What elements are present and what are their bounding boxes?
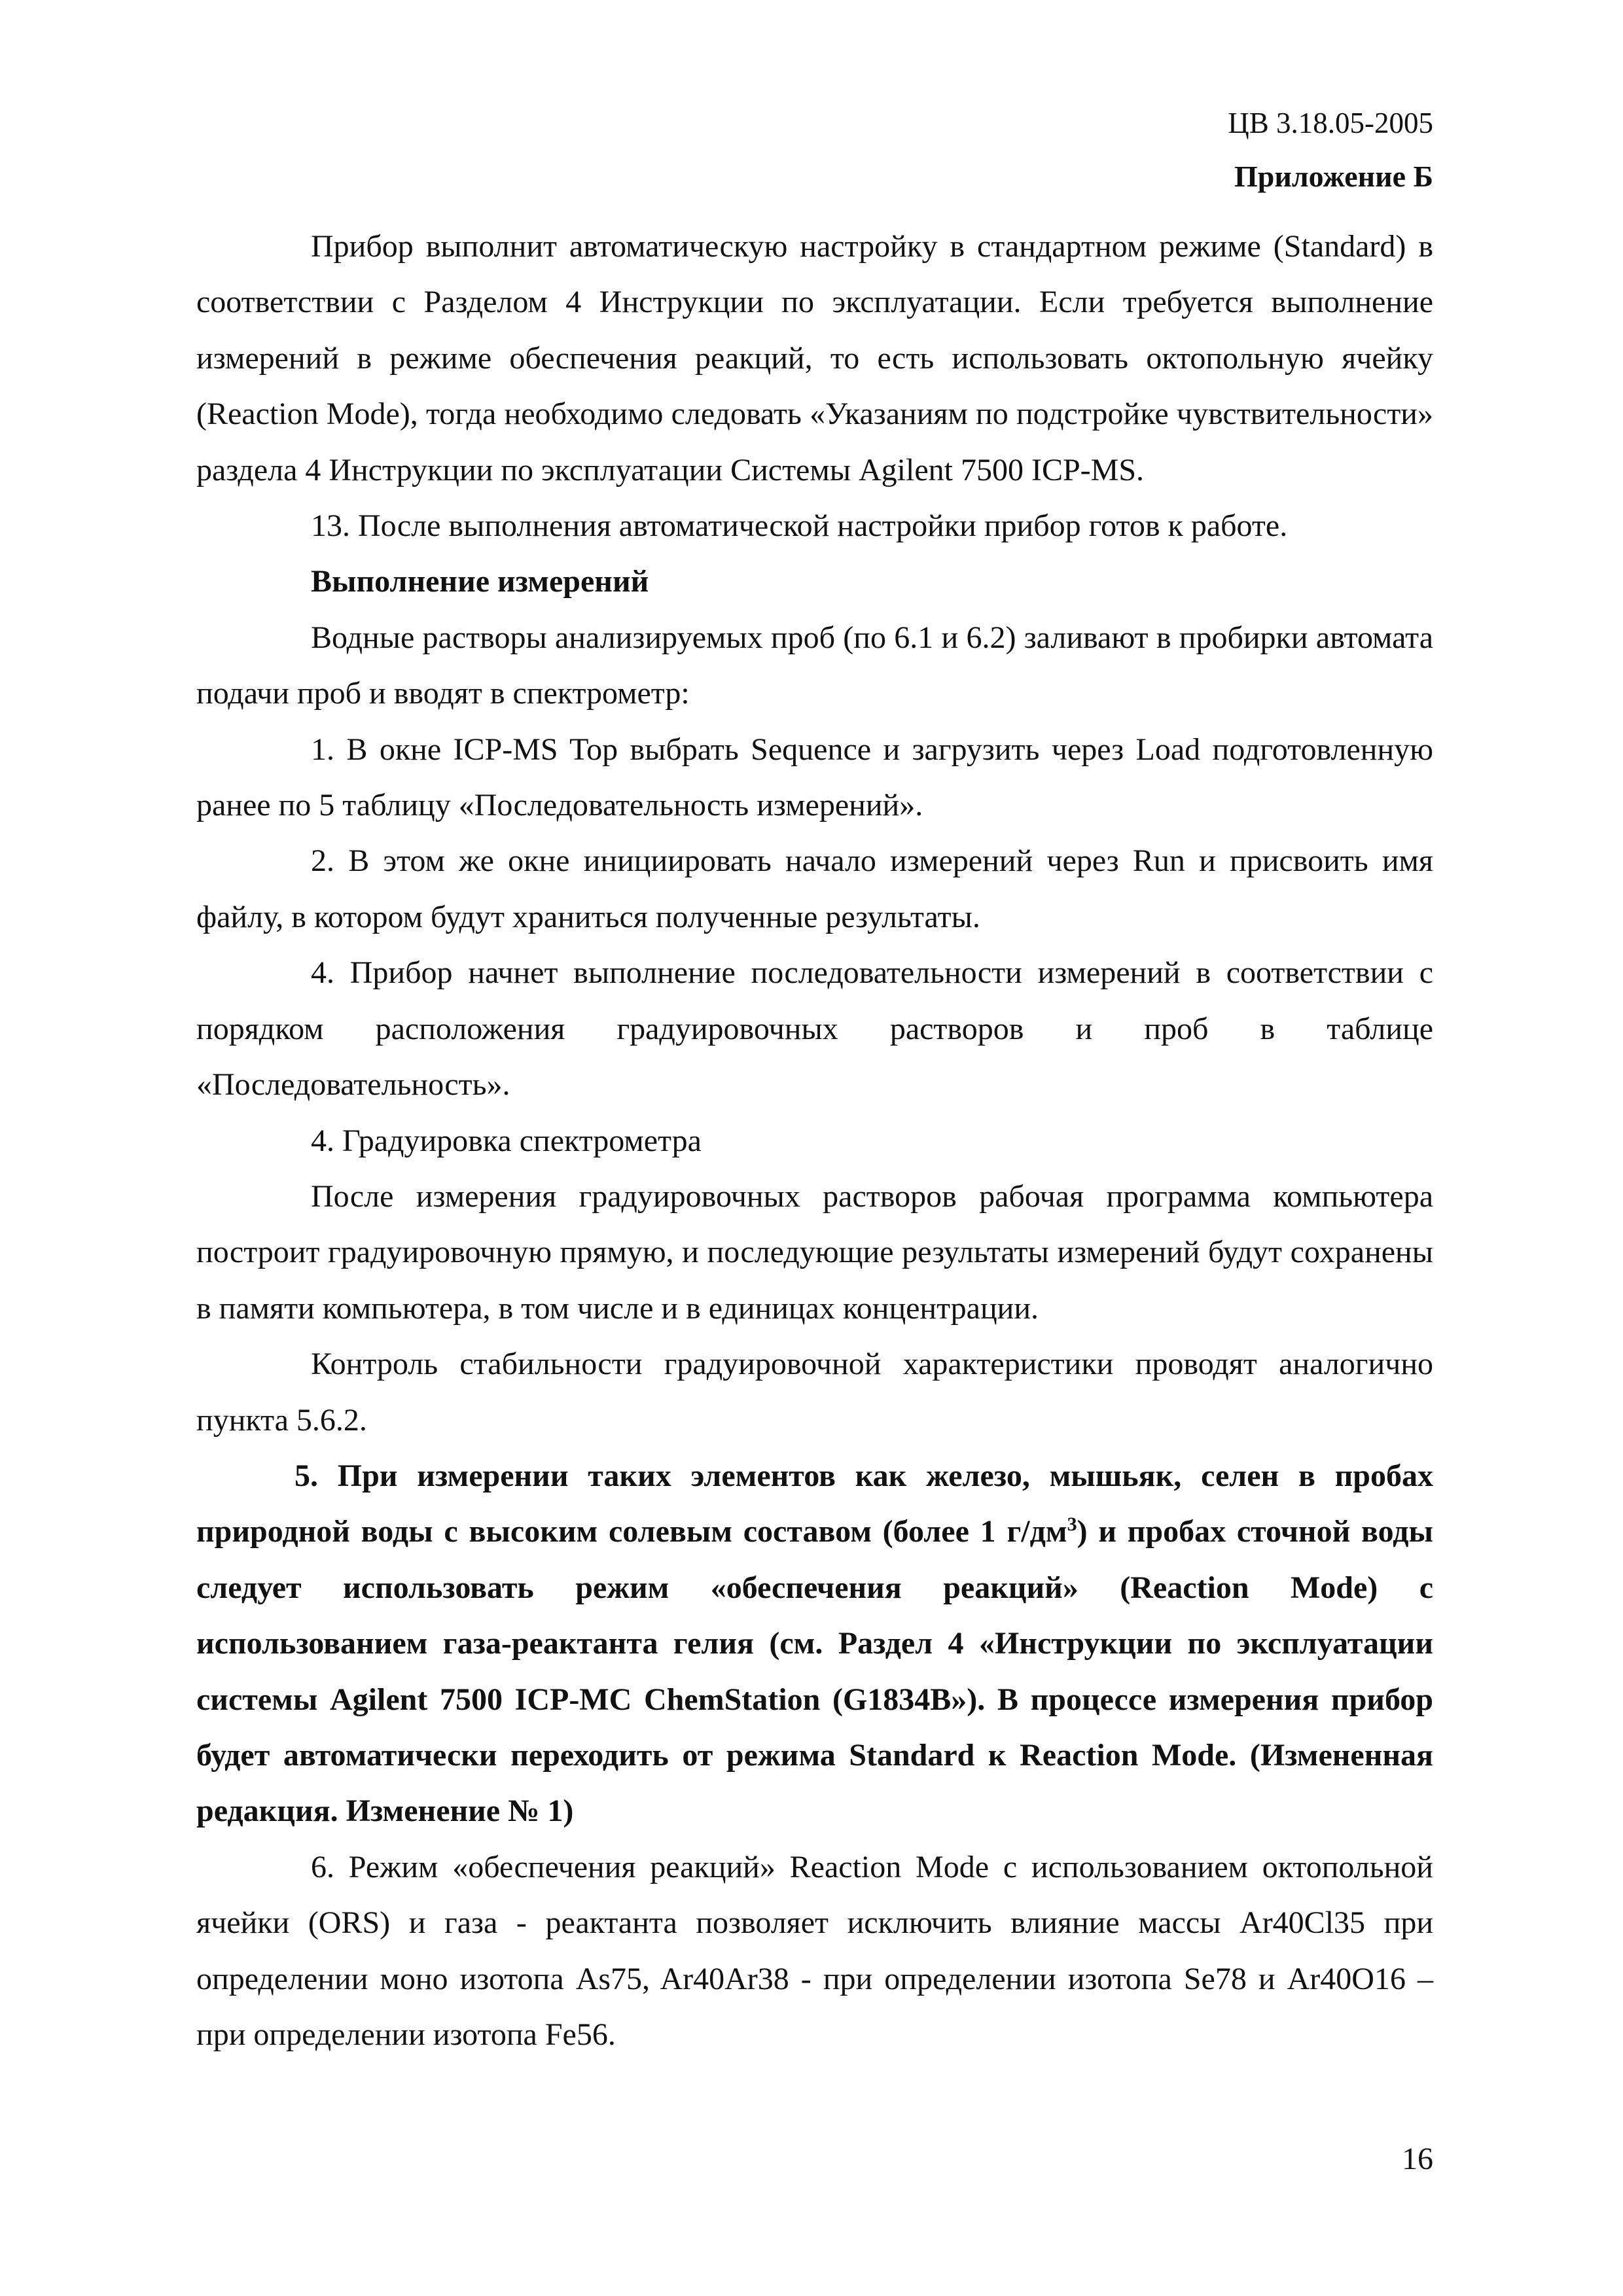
body-text: [196, 219, 1433, 2062]
paragraph-step-1: 1. В окне ICP-MS Top выбрать Sequence и загрузить через Load подготовленную ранее по 5 таблицу «Последовательность измерений».: [196, 732, 1433, 823]
page-number: 16: [1402, 2142, 1433, 2176]
paragraph-calibration-title: 4. Градуировка спектрометра: [311, 1123, 702, 1158]
paragraph-step-2: 2. В этом же окне инициировать начало измерений через Run и присвоить имя файлу, в котором будут храниться полученные результаты.: [196, 843, 1433, 934]
bold-text-part1: 5. При измерении таких элементов как железо, мышьяк, селен в пробах природной воды с высоким солевым составом (более 1 г/дм: [196, 1458, 1433, 1549]
paragraph-interference: 6. Режим «обеспечения реакций» Reaction Mode с использованием октопольной ячейки (ORS) и газа - реактанта позволяет исключить влияние массы Ar40Cl35 при определении моно изотопа As75, Ar40Ar38 - при определении изотопа Se78 и Ar40O16 – при определении изотопа Fe56.: [196, 1849, 1433, 2052]
appendix-title: Приложение Б: [1234, 160, 1433, 193]
superscript-3: 3: [1067, 1513, 1077, 1536]
paragraph-reaction-mode-bold: [196, 1448, 1433, 1839]
paragraph-step-13: 13. После выполнения автоматической настройки прибор готов к работе.: [311, 508, 1288, 544]
paragraph-step-4: 4. Прибор начнет выполнение последовательности измерений в соответствии с порядком расположения градуировочных растворов и проб в таблице «Последовательность».: [196, 955, 1433, 1103]
revision-note: (Измененная редакция. Изменение № 1): [196, 1737, 1433, 1829]
bold-text-part2: ) и пробах сточной воды следует использовать режим «обеспечения реакций» (Reaction Mode) с использованием газа-реактанта гелия (см. Раздел 4 «Инструкции по эксплуатации системы Agilent 7500 ICP-MC ChemStation (G1834B»). В процессе измерения прибор будет автоматически переходить от режима Standard к Reaction Mode.: [196, 1514, 1433, 1773]
document-code: ЦВ 3.18.05-2005: [1228, 107, 1433, 139]
paragraph-autotune: Прибор выполнит автоматическую настройку в стандартном режиме (Standard) в соответствии с Разделом 4 Инструкции по эксплуатации. Если требуется выполнение измерений в режиме обеспечения реакций, то есть использовать октопольную ячейку (Reaction Mode), тогда необходимо следовать «Указаниям по подстройке чувствительности» раздела 4 Инструкции по эксплуатации Системы Agilent 7500 ICP-MS.: [196, 229, 1433, 487]
section-heading: Выполнение измерений: [311, 564, 649, 599]
paragraph-samples: Водные растворы анализируемых проб (по 6.1 и 6.2) заливают в пробирки автомата подачи проб и вводят в спектрометр:: [196, 620, 1433, 711]
paragraph-calibration: После измерения градуировочных растворов рабочая программа компьютера построит градуировочную прямую, и последующие результаты измерений будут сохранены в памяти компьютера, в том числе и в единицах концентрации.: [196, 1178, 1433, 1326]
paragraph-stability-control: Контроль стабильности градуировочной характеристики проводят аналогично пункта 5.6.2.: [196, 1347, 1433, 1438]
